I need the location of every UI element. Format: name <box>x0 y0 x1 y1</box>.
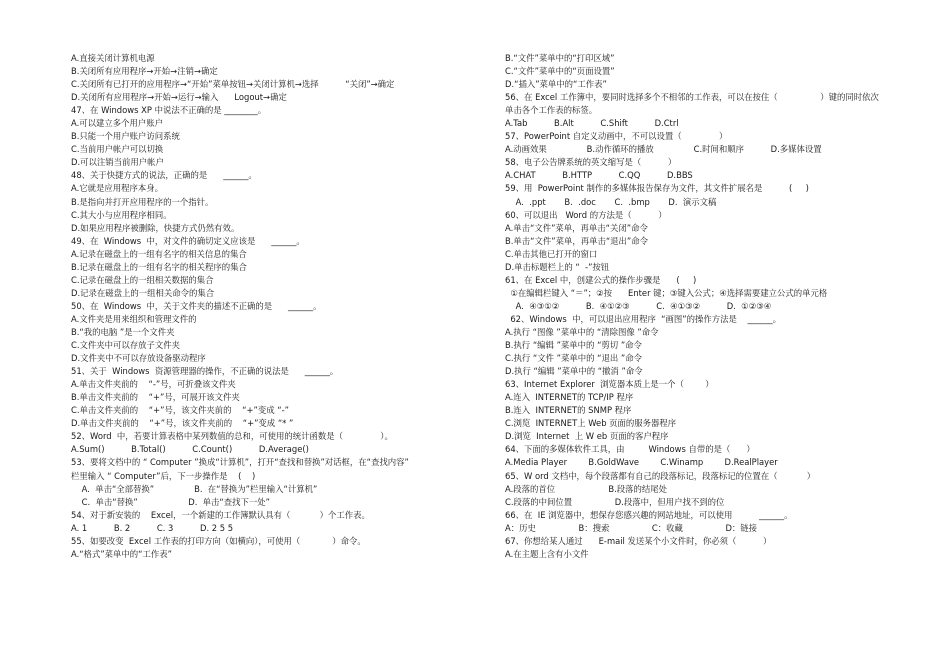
text-line: B.是指向并打开应用程序的一个指针。 <box>71 196 214 207</box>
text-line: A.在主题上含有小文件 <box>505 548 589 559</box>
text-line: A. .ppt B. .doc C. .bmp D. 演示文稿 <box>505 196 717 207</box>
text-line: D.浏览 Internet 上 W eb 页面的客户程序 <box>505 431 669 442</box>
text-line: B.连入 INTERNET的 SNMP 程序 <box>505 405 632 416</box>
text-line: A.执行 “图像 ”菜单中的 “清除图像 ”命令 <box>505 326 659 337</box>
text-line: 49、在 Windows 中，对文件的确切定义应该是 ______。 <box>71 235 305 246</box>
text-line: A.动画效果 B.动作循环的播放 C.时间和顺序 D.多媒体设置 <box>505 144 822 155</box>
text-line: A.文件夹是用来组织和管理文件的 <box>71 313 197 324</box>
text-line: A. ④③①② B. ④①②③ C. ④①③② D. ①②③④ <box>505 300 772 311</box>
text-line: A.CHAT B.HTTP C.QQ D.BBS <box>505 170 693 181</box>
text-line: D.关闭所有应用程序→开始→运行→输入 Logout→确定 <box>71 92 287 103</box>
text-line: 单击各个工作表的标签。 <box>505 105 598 116</box>
text-line: A. 单击“全部替换” B. 在“替换为”栏里输入“计算机” <box>71 483 318 494</box>
text-line: C.单击其他已打开的窗口 <box>505 248 598 259</box>
text-line: 栏里输入 “ Computer”后，下一步操作是 ( ) <box>71 470 256 481</box>
text-line: A.Sum() B.Total() C.Count() D.Average() <box>71 444 309 455</box>
text-line: ①在编辑栏键入 “＝”；②按 Enter 键；③键入公式；④选择需要建立公式的单元格 <box>505 287 828 298</box>
text-line: C.浏览 INTERNET上 Web 页面的服务器程序 <box>505 418 677 429</box>
text-line: 59、用 PowerPoint 制作的多媒体报告保存为文件，其文件扩展名是 ( ) <box>505 183 809 194</box>
text-line: 50、在 Windows 中，关于文件夹的描述不正确的是 ______。 <box>71 300 322 311</box>
text-line: B.记录在磁盘上的一组有名字的相关程序的集合 <box>71 261 247 272</box>
text-line: A：历史 B：搜索 C：收藏 D：链接 <box>505 522 758 533</box>
text-line: D.文件夹中不可以存放设备驱动程序 <box>71 353 206 364</box>
text-line: D.可以注销当前用户帐户 <box>71 157 164 168</box>
text-line: 60、可以退出 Word 的方法是（ ） <box>505 209 667 220</box>
text-line: 62、Windows 中，可以退出应用程序 “画图”的操作方法是 ______。 <box>505 313 781 324</box>
text-line: 64、下面的多媒体软件工具，由 Windows 自带的是（ ） <box>505 444 755 455</box>
text-line: C.其大小与应用程序相同。 <box>71 209 172 220</box>
text-line: A.“格式”菜单中的“工作表” <box>71 548 172 559</box>
text-line: B.只能一个用户账户访问系统 <box>71 131 180 142</box>
text-line: 52、Word 中，若要计算表格中某列数值的总和，可使用的统计函数是（ ）。 <box>71 431 393 442</box>
text-line: A.单击“文件”菜单，再单击“关闭”命令 <box>505 222 648 233</box>
text-line: A.单击文件夹前的 “-”号，可折叠该文件夹 <box>71 379 236 390</box>
text-line: 57、PowerPoint 自定义动画中，不可以设置（ ） <box>505 131 728 142</box>
text-line: D.如果应用程序被删除，快捷方式仍然有效。 <box>71 222 240 233</box>
text-line: C.单击文件夹前的 “+”号，该文件夹前的 “+”变成 “-” <box>71 405 289 416</box>
text-line: 65、W ord 文档中，每个段落都有自己的段落标记，段落标记的位置在（ ） <box>505 470 816 481</box>
text-line: D.记录在磁盘上的一组相关命令的集合 <box>71 287 215 298</box>
text-line: C.记录在磁盘上的一组相关数据的集合 <box>71 274 214 285</box>
text-line: 63、Internet Explorer 浏览器本质上是一个（ ） <box>505 379 714 390</box>
text-line: A.连入 INTERNET的 TCP/IP 程序 <box>505 392 634 403</box>
text-line: 55、如要改变 Excel 工作表的打印方向（如横向），可使用（ ）命令。 <box>71 535 366 546</box>
text-line: D.单击标题栏上的 “ -”按钮 <box>505 261 610 272</box>
text-line: 48、关于快捷方式的说法，正确的是 ______。 <box>71 170 257 181</box>
text-line: A.Tab B.Alt C.Shift D.Ctrl <box>505 118 679 129</box>
text-line: C.关闭所有已打开的应用程序→“开始”菜单按钮→关闭计算机→选择 “关闭”→确定 <box>71 79 395 90</box>
text-line: 54、对于新安装的 Excel，一个新建的工作簿默认具有（ ）个工作表。 <box>71 509 370 520</box>
text-line: B.“文件”菜单中的“打印区域” <box>505 53 615 63</box>
text-line: C.当前用户帐户可以切换 <box>71 144 164 155</box>
text-line: 66、在 IE 浏览器中，想保存您感兴趣的网站地址，可以使用 ______。 <box>505 509 793 520</box>
text-line: B.“我的电脑 ”是一个文件夹 <box>71 326 175 337</box>
text-line: 47、在 Windows XP 中说法不正确的是 ________。 <box>71 105 267 116</box>
text-line: D.单击文件夹前的 “+”号，该文件夹前的 “+”变成 “* ” <box>71 418 294 429</box>
text-line: A.直接关闭计算机电源 <box>71 53 155 63</box>
text-line: C.“文件”菜单中的“页面设置” <box>505 66 615 77</box>
text-line: C. 单击“替换” D. 单击“查找下一处” <box>71 496 270 507</box>
text-line: A.可以建立多个用户账户 <box>71 118 163 129</box>
text-line: B.关闭所有应用程序→开始→注销→确定 <box>71 66 218 77</box>
text-line: B.执行 “编辑 ”菜单中的 “剪切 ”命令 <box>505 340 642 351</box>
text-line: 58、电子公告牌系统的英文缩写是（ ） <box>505 157 677 168</box>
text-line: C.段落的中间位置 D.段落中，但用户找不到的位 <box>505 496 725 507</box>
text-line: A.段落的首位 B.段落的结尾处 <box>505 483 668 494</box>
text-line: A.记录在磁盘上的一组有名字的相关信息的集合 <box>71 248 247 259</box>
left-column <box>71 52 471 561</box>
text-line: 51、关于 Windows 资源管理器的操作，不正确的说法是 ______。 <box>71 366 339 377</box>
text-line: C.执行 “文件 ”菜单中的 “退出 ”命令 <box>505 353 643 364</box>
text-line: C.文件夹中可以存放子文件夹 <box>71 340 181 351</box>
text-line: D.“插入”菜单中的“工作表” <box>505 79 607 90</box>
text-line: 61、在 Excel 中，创建公式的操作步骤是 ( ) <box>505 274 697 285</box>
text-line: A.Media Player B.GoldWave C.Winamp D.RealPlayer <box>505 457 778 468</box>
text-line: 56、在 Excel 工作簿中，要同时选择多个不相邻的工作表，可以在按住（ ）键的同时依次 <box>505 92 879 103</box>
right-column <box>505 52 905 561</box>
text-line: D.执行 “编辑 ”菜单中的 “撤消 ”命令 <box>505 366 643 377</box>
text-line: 53、要将文档中的 “ Computer ”换成“计算机”，打开“查找和替换”对话框，在“查找内容” <box>71 457 409 468</box>
text-line: B.单击“文件”菜单，再单击“退出”命令 <box>505 235 649 246</box>
text-line: A. 1 B. 2 C. 3 D. 2 5 5 <box>71 522 234 533</box>
text-line: 67、你想给某人通过 E-mail 发送某个小文件时，你必须（ ） <box>505 535 772 546</box>
text-line: B.单击文件夹前的 “+”号，可展开该文件夹 <box>71 392 240 403</box>
text-line: A.它就是应用程序本身。 <box>71 183 163 194</box>
